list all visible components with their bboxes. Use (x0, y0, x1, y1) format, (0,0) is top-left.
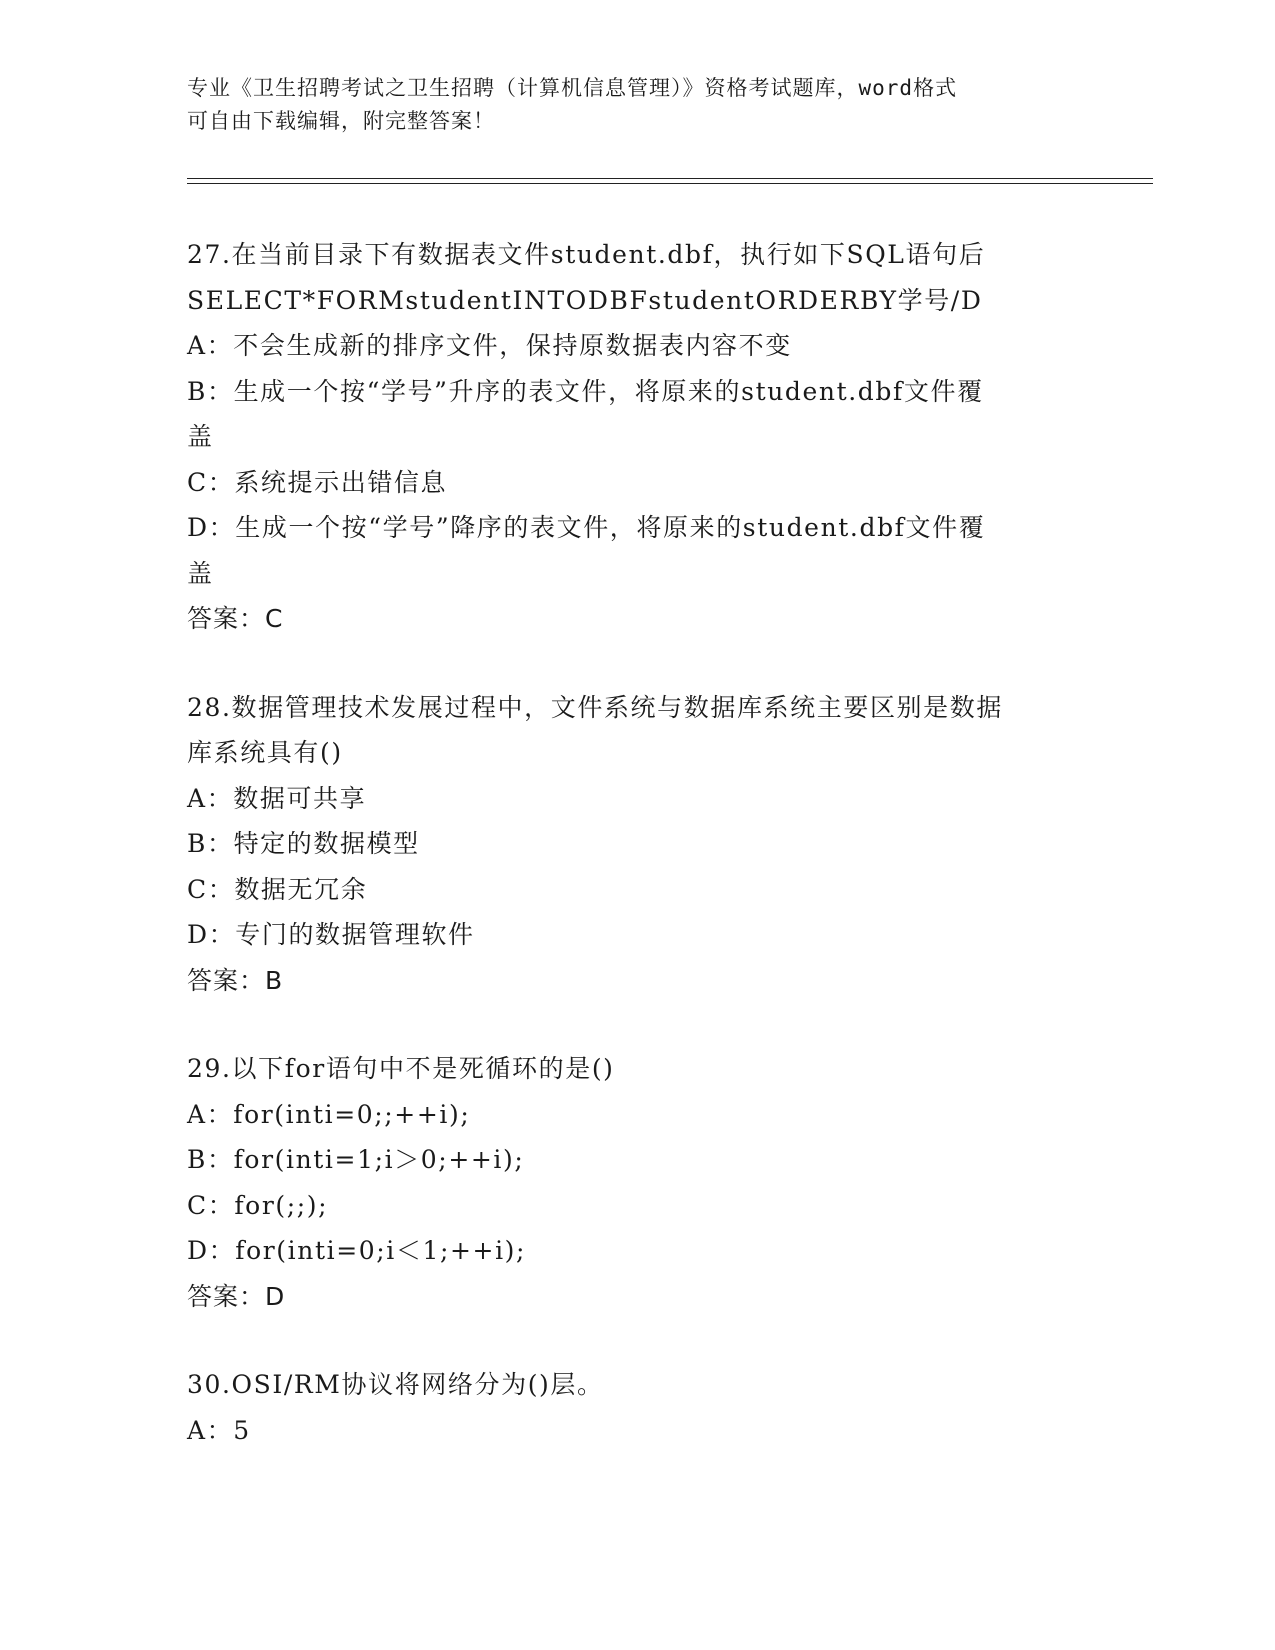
question-27 (187, 232, 1087, 642)
question-stem: SELECT*FORMstudentINTODBFstudentORDERBY学号/D (187, 285, 983, 315)
question-stem: 27.在当前目录下有数据表文件student.dbf，执行如下SQL语句后 (187, 240, 986, 269)
header-line-1: 专业《卫生招聘考试之卫生招聘（计算机信息管理）》资格考试题库，word格式 (187, 76, 958, 100)
answer-label: 答案：D (187, 1281, 286, 1311)
question-list (187, 232, 1087, 1496)
option-d: D：专门的数据管理软件 (187, 920, 475, 949)
question-stem: 28.数据管理技术发展过程中，文件系统与数据库系统主要区别是数据 (187, 692, 1003, 722)
option-a: A：for(inti=0;;++i); (187, 1099, 471, 1129)
header-divider-top (187, 178, 1153, 179)
option-b: B：特定的数据模型 (187, 829, 420, 858)
option-b-continued: 盖 (187, 422, 214, 451)
option-a: A：不会生成新的排序文件，保持原数据表内容不变 (187, 331, 792, 360)
question-stem: 30.OSI/RM协议将网络分为()层。 (187, 1370, 604, 1399)
option-a: A：数据可共享 (187, 783, 367, 813)
question-stem: 29.以下for语句中不是死循环的是() (187, 1054, 615, 1083)
option-d-continued: 盖 (187, 558, 214, 588)
question-30 (187, 1362, 1087, 1453)
question-stem: 库系统具有() (187, 738, 343, 767)
option-c: C：数据无冗余 (187, 874, 368, 904)
option-a: A：5 (187, 1415, 251, 1445)
answer-label: 答案：C (187, 604, 284, 633)
option-d: D：生成一个按“学号”降序的表文件，将原来的student.dbf文件覆 (187, 513, 986, 542)
option-b: B：for(inti=1;i＞0;++i); (187, 1145, 525, 1174)
option-c: C：系统提示出错信息 (187, 467, 448, 497)
question-29 (187, 1046, 1087, 1319)
header-line-2: 可自由下载编辑，附完整答案！ (187, 109, 495, 133)
answer-label: 答案：B (187, 965, 284, 995)
question-28 (187, 685, 1087, 1004)
option-c: C：for(;;); (187, 1190, 329, 1220)
option-d: D：for(inti=0;i＜1;++i); (187, 1236, 527, 1265)
header-divider-bottom (187, 183, 1153, 184)
option-b: B：生成一个按“学号”升序的表文件，将原来的student.dbf文件覆 (187, 376, 984, 406)
document-header (187, 72, 1067, 138)
